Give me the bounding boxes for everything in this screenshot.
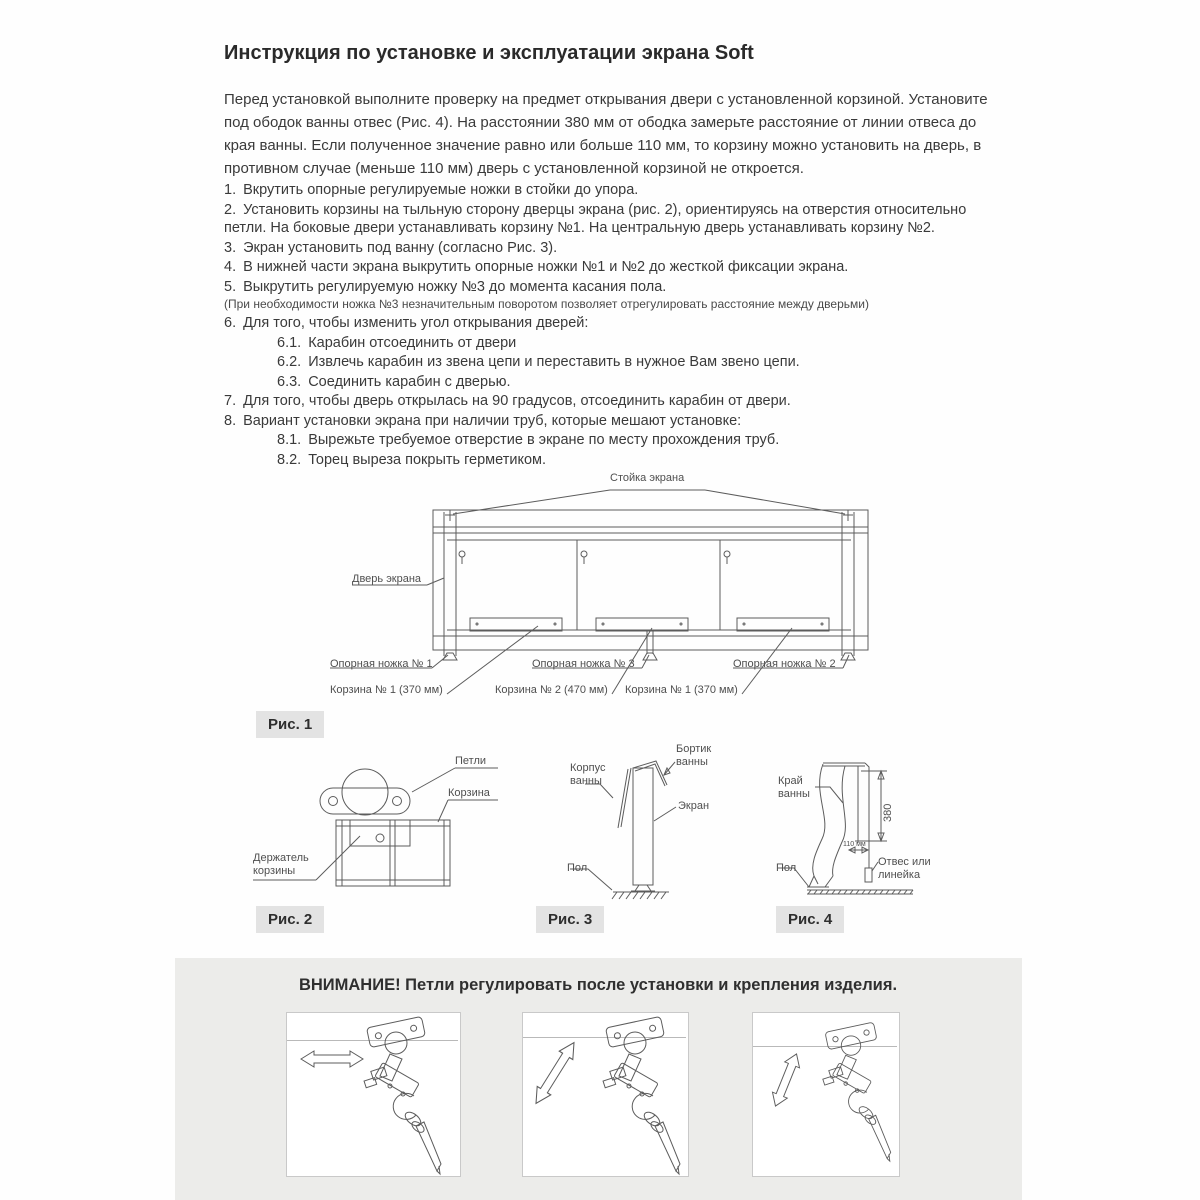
list-note: (При необходимости ножка №3 незначительным поворотом позволяет отрегулировать расстояние между дверьми) xyxy=(224,297,869,311)
hinge-illustration-3 xyxy=(798,1020,904,1170)
list-item: 5. Выкрутить регулируемую ножку №3 до момента касания пола. xyxy=(224,278,667,295)
fig4-label-edge: Край ванны xyxy=(778,775,810,800)
fig4-label-plumb: Отвес или линейка xyxy=(878,856,931,881)
list-subitem: 8.2. Торец выреза покрыть герметиком. xyxy=(277,451,547,468)
fig4-caption: Рис. 4 xyxy=(776,906,844,933)
fig1-label-leg3: Опорная ножка № 3 xyxy=(532,658,635,670)
fig3-label-screen: Экран xyxy=(678,800,710,812)
page-title: Инструкция по установке и эксплуатации экрана Soft xyxy=(224,42,754,64)
list-item: 4. В нижней части экрана выкрутить опорные ножки №1 и №2 до жесткой фиксации экрана. xyxy=(224,259,849,275)
fig4-label-floor: Пол xyxy=(776,862,797,874)
fig2-label-basket: Корзина xyxy=(448,787,490,799)
fig1-label-leg1: Опорная ножка № 1 xyxy=(330,658,433,670)
list-item: 8. Вариант установки экрана при наличии труб, которые мешают установке: xyxy=(224,412,742,429)
hinge-illustration-2 xyxy=(575,1014,695,1184)
list-item: 1. Вкрутить опорные регулируемые ножки в стойки до упора. xyxy=(224,182,639,198)
fig1-label-basket1-left: Корзина № 1 (370 мм) xyxy=(330,684,443,696)
fig1-label-basket2: Корзина № 2 (470 мм) xyxy=(495,684,608,696)
list-subitem: 6.1. Карабин отсоединить от двери xyxy=(277,334,517,351)
fig3-label-body: Корпус ванны xyxy=(570,762,606,787)
fig3-label-rim: Бортик ванны xyxy=(676,743,712,768)
adjust-arrow-horizontal-icon xyxy=(300,1050,364,1068)
fig1-label-door: Дверь экрана xyxy=(352,573,422,585)
list-item: 6. Для того, чтобы изменить угол открывания дверей: xyxy=(224,315,589,331)
fig3-caption: Рис. 3 xyxy=(536,906,604,933)
fig1-label-basket1-right: Корзина № 1 (370 мм) xyxy=(625,684,738,696)
fig3-label-floor: Пол xyxy=(567,862,588,874)
fig1-label-stand: Стойка экрана xyxy=(610,472,685,484)
list-item: 2. Установить корзины на тыльную сторону дверцы экрана (рис. 2), ориентируясь на отверстия относительно петли. На боковые двери устанавливать корзину №1. На центральную дверь устанавливать корзину №2. xyxy=(224,201,967,236)
list-item: 3. Экран установить под ванну (согласно Рис. 3). xyxy=(224,239,558,256)
steps-list xyxy=(224,181,1000,470)
list-subitem: 6.2. Извлечь карабин из звена цепи и переставить в нужное Вам звено цепи. xyxy=(277,354,800,370)
fig2-label-hinges: Петли xyxy=(455,755,487,767)
list-item: 7. Для того, чтобы дверь открылась на 90 градусов, отсоединить карабин от двери. xyxy=(224,393,791,409)
fig1-drawing xyxy=(330,468,882,708)
fig4-dim-380: 380 xyxy=(882,803,894,822)
list-subitem: 8.1. Вырежьте требуемое отверстие в экране по месту прохождения труб. xyxy=(277,432,780,448)
fig1-label-leg2: Опорная ножка № 2 xyxy=(733,658,836,670)
fig2-label-holder: Держатель корзины xyxy=(253,852,309,877)
fig2-caption: Рис. 2 xyxy=(256,906,324,933)
warning-text: ВНИМАНИЕ! Петли регулировать после установки и крепления изделия. xyxy=(298,976,898,994)
fig4-drawing xyxy=(765,735,965,910)
fig4-dim-110: 110 мм xyxy=(843,841,866,848)
fig1-caption: Рис. 1 xyxy=(256,711,324,738)
intro-paragraph: Перед установкой выполните проверку на предмет открывания двери с установленной корзиной. Установите под ободок ванны отвес (Рис. 4). На расстоянии 380 мм от ободка замерьте расстояние от линии отвеса до края ванны. Если полученное значение равно или больше 110 мм, то корзину можно установить на дверь, в противном случае (меньше 110 мм) дверь с установленной корзиной не откроется. xyxy=(224,91,988,177)
list-subitem: 6.3. Соединить карабин с дверью. xyxy=(277,373,511,390)
hinge-illustration-1 xyxy=(336,1014,456,1184)
